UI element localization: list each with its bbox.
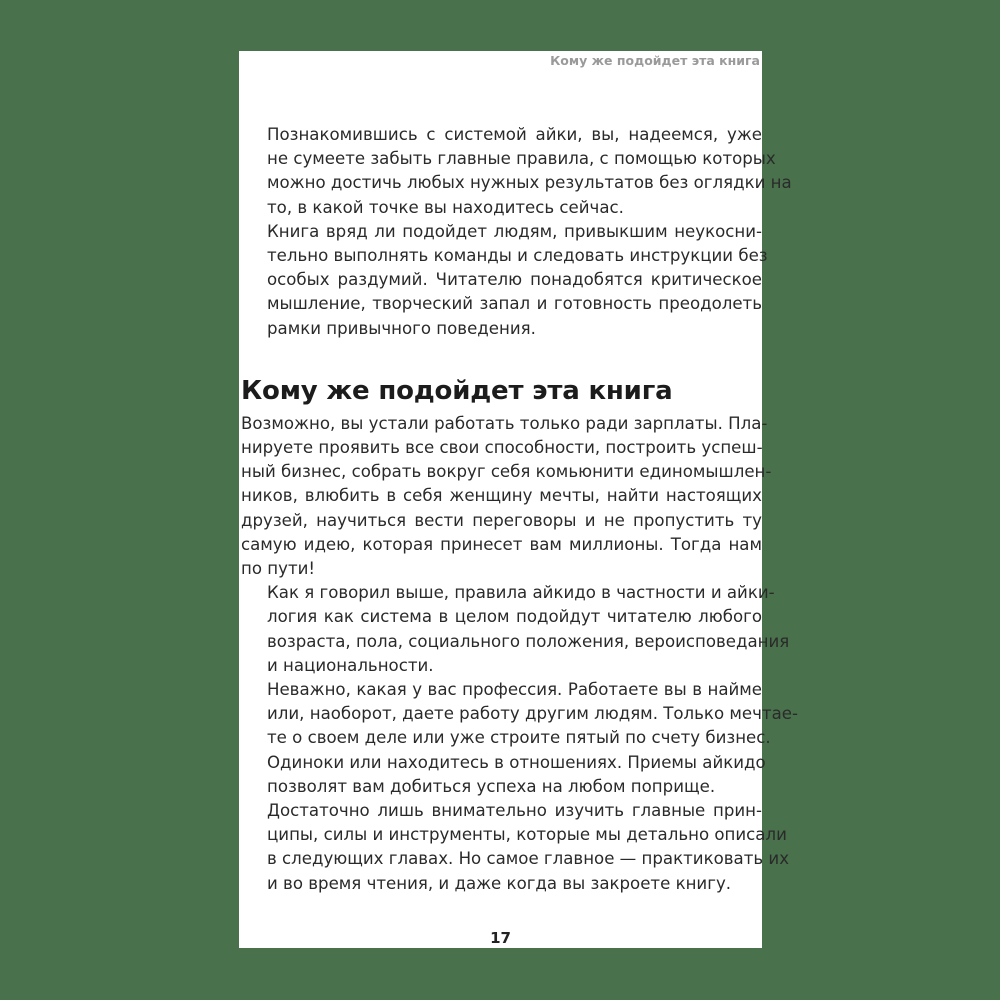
text-line: Возможно, вы устали работать только ради зарплаты. Пла-: [241, 413, 768, 433]
text-line: тельно выполнять команды и следовать инструкции без: [267, 246, 768, 266]
paragraph: [241, 123, 792, 220]
text-line: или, наоборот, даете работу другим людям. Только мечтае-: [267, 704, 798, 724]
text-line: нируете проявить все свои способности, построить успеш-: [241, 438, 763, 458]
text-line: самую идею, которая принесет вам миллионы. Тогда нам: [241, 534, 762, 554]
text-line: логия как система в целом подойдут читателю любого: [267, 607, 762, 627]
text-line: и национальности.: [267, 655, 434, 675]
text-line: рамки привычного поведения.: [267, 318, 536, 338]
text-line: то, в какой точке вы находитесь сейчас.: [267, 197, 624, 217]
book-page: [239, 51, 798, 948]
section-heading: Кому же подойдет эта книга: [241, 375, 673, 406]
text-line: друзей, научиться вести переговоры и не пропустить ту: [241, 510, 762, 530]
text-line: ников, влюбить в себя женщину мечты, найти настоящих: [241, 486, 762, 506]
paragraph: [241, 799, 790, 896]
text-line: Достаточно лишь внимательно изучить главные прин-: [267, 801, 762, 821]
text-line: позволят вам добиться успеха на любом поприще.: [267, 776, 716, 796]
text-line: Одиноки или находитесь в отношениях. Приемы айкидо: [267, 752, 766, 772]
page-body: [241, 123, 798, 896]
text-line: не сумеете забыть главные правила, с помощью которых: [267, 149, 776, 169]
text-line: Книга вряд ли подойдет людям, привыкшим неукосни-: [267, 221, 762, 241]
text-line: Познакомившись с системой айки, вы, надеемся, уже: [267, 125, 762, 144]
page-number: 17: [490, 929, 511, 947]
text-line: особых раздумий. Читателю понадобятся критическое: [267, 270, 762, 290]
text-line: возраста, пола, социального положения, вероисповедания: [267, 631, 790, 651]
text-line: Как я говорил выше, правила айкидо в частности и айки-: [267, 583, 775, 603]
text-line: Неважно, какая у вас профессия. Работаете вы в найме: [267, 680, 762, 700]
section-paragraphs: [241, 412, 798, 896]
paragraph: [241, 678, 798, 799]
text-line: можно достичь любых нужных результатов без оглядки на: [267, 173, 792, 193]
text-line: ный бизнес, собрать вокруг себя комьюнити единомышлен-: [241, 462, 772, 482]
text-line: и во время чтения, и даже когда вы закроете книгу.: [267, 873, 732, 893]
text-line: мышление, творческий запал и готовность преодолеть: [267, 294, 762, 314]
intro-paragraphs: [241, 123, 792, 341]
paragraph: [241, 412, 772, 581]
paragraph: [241, 220, 768, 341]
running-head: Кому же подойдет эта книга: [550, 53, 760, 68]
text-line: ципы, силы и инструменты, которые мы детально описали: [267, 825, 787, 845]
text-line: те о своем деле или уже строите пятый по счету бизнес.: [267, 728, 771, 748]
paragraph: [241, 581, 790, 678]
text-line: по пути!: [241, 559, 316, 579]
text-line: в следующих главах. Но самое главное — практиковать их: [267, 849, 790, 869]
